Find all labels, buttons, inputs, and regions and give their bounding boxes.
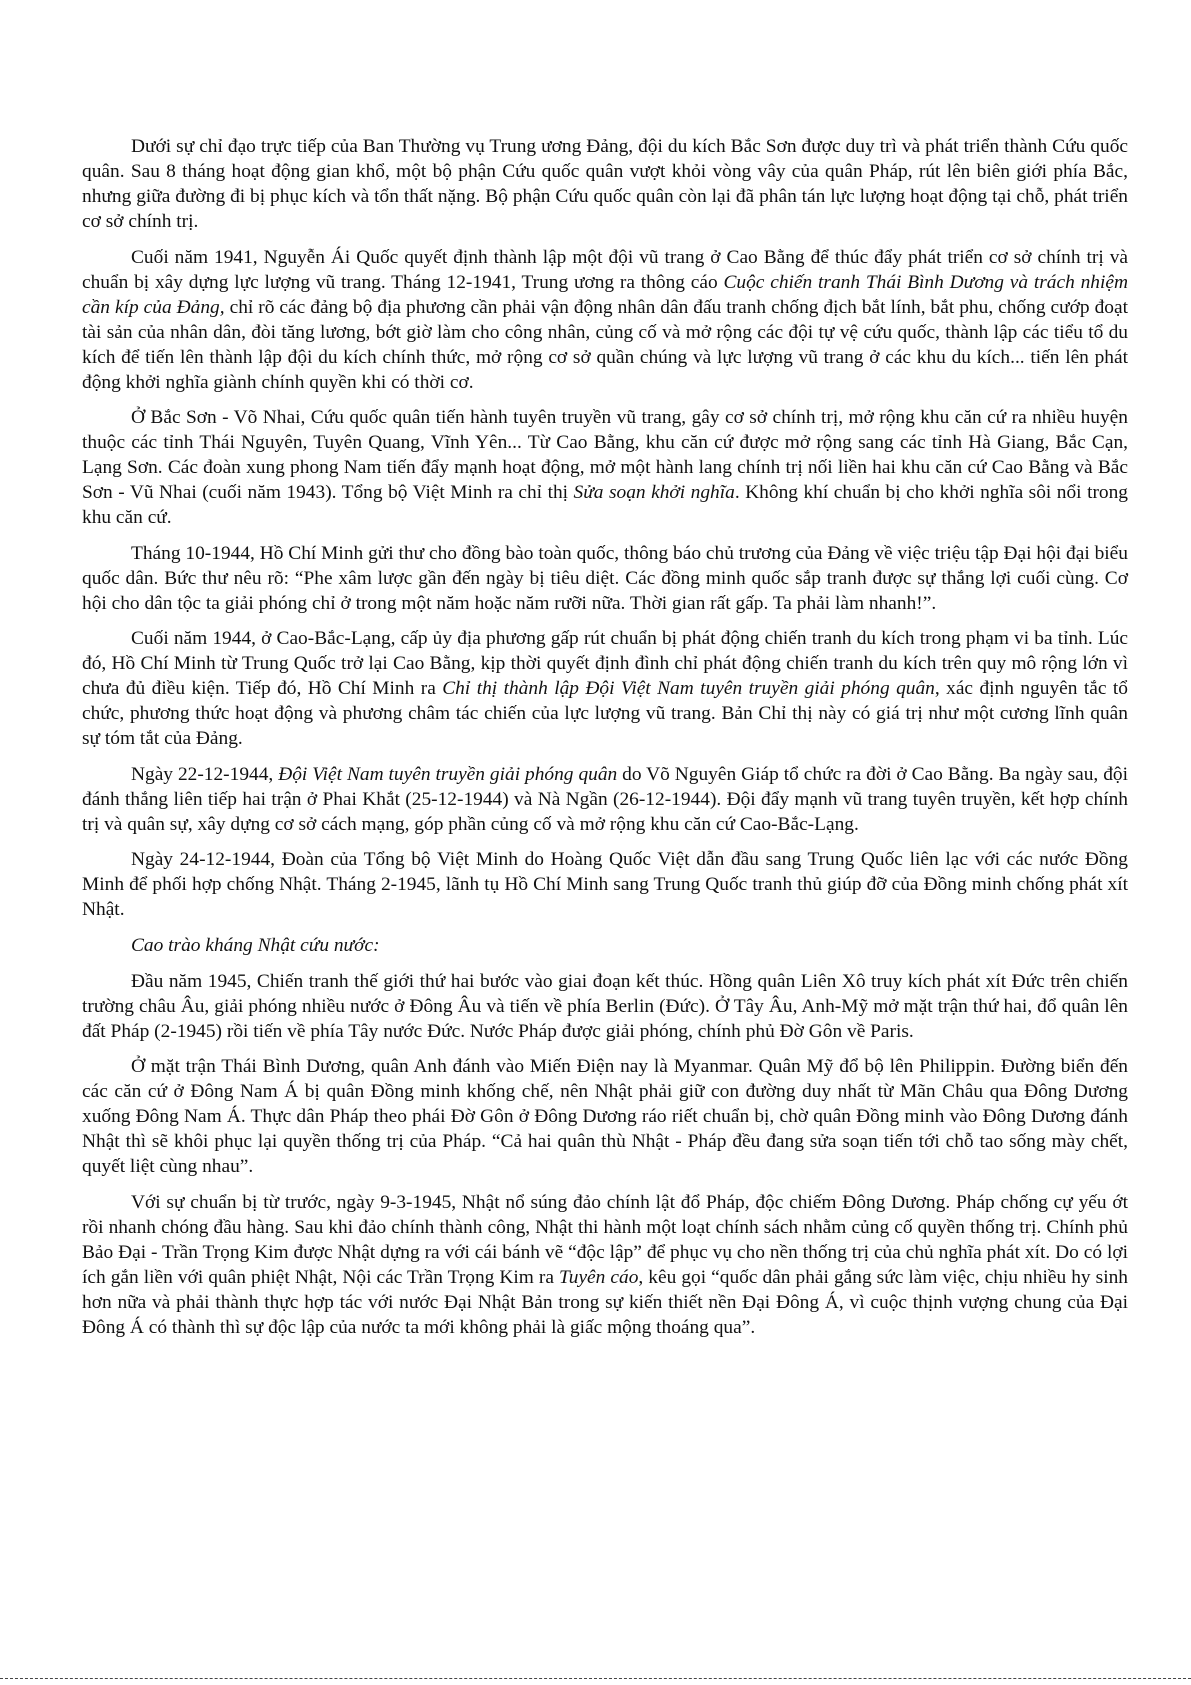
text-segment: Tháng 10-1944, Hồ Chí Minh gửi thư cho đồng bào toàn quốc, thông báo chủ trương của Đảng về việc triệu tập Đại hội đại biểu quốc dân. Bức thư nêu rõ: “Phe xâm lược gần đến ngày bị tiêu diệt. Các đồng minh quốc sắp tranh được sự thắng lợi cuối cùng. Cơ hội cho dân tộc ta giải phóng chỉ ở trong một năm hoặc năm rưỡi nữa. Thời gian rất gấp. Ta phải làm nhanh!”.	[82, 542, 1128, 614]
text-segment: Ở Bắc Sơn - Võ Nhai, Cứu quốc quân tiến hành tuyên truyền vũ trang, gây cơ sở chính trị, mở rộng khu căn cứ ra nhiều huyện thuộc các tỉnh Thái Nguyên, Tuyên Quang, Vĩnh Yên... Từ Cao Bằng, khu căn cứ được mở rộng sang các tỉnh Hà Giang, Bắc Cạn, Lạng Sơn. Các đoàn xung phong Nam tiến đẩy mạnh hoạt động, mở một hành lang chính trị nối liền hai khu căn cứ Cao Bằng và Bắc Sơn - Vũ Nhai (cuối năm 1943). Tổng bộ Việt Minh ra chỉ thị	[82, 407, 1128, 503]
text-segment: Cuối năm 1944, ở Cao-Bắc-Lạng, cấp ủy địa phương gấp rút chuẩn bị phát động chiến tranh du kích trong phạm vi ba tỉnh. Lúc đó, Hồ Chí Minh từ Trung Quốc trở lại Cao Bằng, kịp thời quyết định đình chỉ phát động chiến tranh du kích trên quy mô rộng lớn vì chưa đủ điều kiện. Tiếp đó, Hồ Chí Minh ra	[82, 628, 1128, 699]
paragraph-bac-son-guerrilla	[82, 134, 1128, 234]
paragraph-propaganda-army-founded	[82, 762, 1128, 837]
paragraph-pacific-front	[82, 1054, 1128, 1179]
text-segment: , kêu gọi “quốc dân phải gắng sức làm việc, chịu nhiều hy sinh hơn nữa và phải thành thực hợp tác với nước Đại Nhật Bản trong sự kiến thiết nền Đại Đông Á, vì cuộc thịnh vượng chung của Đại Đông Á có thành thì sự độc lập của nước ta mới không phải là giấc mộng thoáng qua”.	[82, 1266, 1128, 1338]
text-segment: Dưới sự chỉ đạo trực tiếp của Ban Thường vụ Trung ương Đảng, đội du kích Bắc Sơn được duy trì và phát triển thành Cứu quốc quân. Sau 8 tháng hoạt động gian khổ, một bộ phận Cứu quốc quân vượt khỏi vòng vây của quân Pháp, rút lên biên giới phía Bắc, nhưng giữa đường đi bị phục kích và tổn thất nặng. Bộ phận Cứu quốc quân còn lại đã phân tán lực lượng hoạt động tại chỗ, phát triển cơ sở chính trị.	[82, 136, 1128, 232]
text-segment: . Không khí chuẩn bị cho khởi nghĩa sôi nổi trong khu căn cứ.	[82, 482, 1128, 528]
italic-title: Chỉ thị thành lập Đội Việt Nam tuyên truyền giải phóng quân	[442, 678, 935, 699]
italic-title: Đội Việt Nam tuyên truyền giải phóng quân	[278, 763, 618, 785]
text-segment: Đầu năm 1945, Chiến tranh thế giới thứ hai bước vào giai đoạn kết thúc. Hồng quân Liên Xô truy kích phát xít Đức trên chiến trường châu Âu, giải phóng nhiều nước ở Đông Âu và tiến về phía Berlin (Đức). Ở Tây Âu, Anh-Mỹ mở mặt trận thứ hai, đổ quân lên đất Pháp (2-1945) rồi tiến về phía Tây nước Đức. Nước Pháp được giải phóng, chính phủ Đờ Gôn về Paris.	[82, 970, 1128, 1042]
page-bottom-divider	[0, 1678, 1191, 1679]
italic-title: Cuộc chiến tranh Thái Bình Dương và trách nhiệm cần kíp của Đảng,	[82, 271, 1128, 318]
paragraph-allies-liaison	[82, 847, 1128, 922]
text-segment: Với sự chuẩn bị từ trước, ngày 9-3-1945, Nhật nổ súng đảo chính lật đổ Pháp, độc chiếm Đông Dương. Pháp chống cự yếu ớt rồi nhanh chóng đầu hàng. Sau khi đảo chính thành công, Nhật thi hành một loạt chính sách nhằm củng cố quyền thống trị. Chính phủ Bảo Đại - Trần Trọng Kim được Nhật dựng ra với cái bánh vẽ “độc lập” để phục vụ cho nền thống trị của chủ nghĩa phát xít. Do có lợi ích gắn liền với quân phiệt Nhật, Nội các Trần Trọng Kim ra	[82, 1191, 1128, 1288]
text-segment: Ở mặt trận Thái Bình Dương, quân Anh đánh vào Miến Điện nay là Myanmar. Quân Mỹ đổ bộ lên Philippin. Đường biển đến các căn cứ ở Đông Nam Á bị quân Đồng minh khống chế, nên Nhật phải giữ con đường duy nhất từ Mãn Châu qua Đông Dương xuống Đông Nam Á. Thực dân Pháp theo phái Đờ Gôn ở Đông Dương ráo riết chuẩn bị, chờ quân Đồng minh vào Đông Dương đánh Nhật thì sẽ khôi phục lại quyền thống trị của Pháp. “Cả hai quân thù Nhật - Pháp đều đang sửa soạn tiến tới chỗ tao sống mày chết, quyết liệt cùng nhau”.	[82, 1056, 1128, 1177]
text-segment: do Võ Nguyên Giáp tổ chức ra đời ở Cao Bằng. Ba ngày sau, đội đánh thắng liên tiếp hai trận ở Phai Khắt (25-12-1944) và Nà Ngần (26-12-1944). Đội đẩy mạnh vũ trang tuyên truyền, kết hợp chính trị và quân sự, xây dựng cơ sở cách mạng, góp phần củng cố và mở rộng khu căn cứ Cao-Bắc-Lạng.	[82, 763, 1128, 835]
paragraph-cao-bac-lang-1944	[82, 626, 1128, 751]
text-segment: Cuối năm 1941, Nguyễn Ái Quốc quyết định thành lập một đội vũ trang ở Cao Bằng để thúc đẩy phát triển cơ sở chính trị và chuẩn bị xây dựng lực lượng vũ trang. Tháng 12-1941, Trung ương ra thông cáo	[82, 246, 1128, 293]
paragraph-ww2-ending	[82, 969, 1128, 1044]
italic-title: Sửa soạn khởi nghĩa	[573, 482, 735, 503]
text-segment: Ngày 24-12-1944, Đoàn của Tổng bộ Việt Minh do Hoàng Quốc Việt dẫn đầu sang Trung Quốc liên lạc với các nước Đồng Minh để phối hợp chống Nhật. Tháng 2-1945, lãnh tụ Hồ Chí Minh sang Trung Quốc tranh thủ giúp đỡ của Đồng minh chống phát xít Nhật.	[82, 849, 1128, 920]
section-heading	[82, 933, 1128, 958]
paragraph-cao-bang-armed-team	[82, 245, 1128, 395]
text-segment: , xác định nguyên tắc tổ chức, phương thức hoạt động và phương châm tác chiến của lực lượng vũ trang. Bản Chỉ thị này có giá trị như một cương lĩnh quân sự tóm tắt của Đảng.	[82, 678, 1128, 749]
paragraph-japanese-coup	[82, 1190, 1128, 1340]
italic-title: Tuyên cáo	[559, 1266, 639, 1288]
text-segment: Ngày 22-12-1944,	[131, 763, 279, 785]
document-page	[82, 134, 1128, 1350]
text-segment: chỉ rõ các đảng bộ địa phương cần phải vận động nhân dân đấu tranh chống địch bắt lính, bắt phu, chống cướp đoạt tài sản của nhân dân, đòi tăng lương, bớt giờ làm cho công nhân, củng cố và mở rộng các đội tự vệ cứu quốc, thành lập các tiểu tổ du kích để tiến lên thành lập đội du kích chính thức, mở rộng cơ sở quần chúng và lực lượng vũ trang ở các khu du kích... tiến lên phát động khởi nghĩa giành chính quyền khi có thời cơ.	[82, 296, 1128, 393]
paragraph-base-expansion	[82, 405, 1128, 530]
section-heading-text: Cao trào kháng Nhật cứu nước:	[131, 934, 380, 956]
paragraph-ho-chi-minh-letter	[82, 541, 1128, 616]
